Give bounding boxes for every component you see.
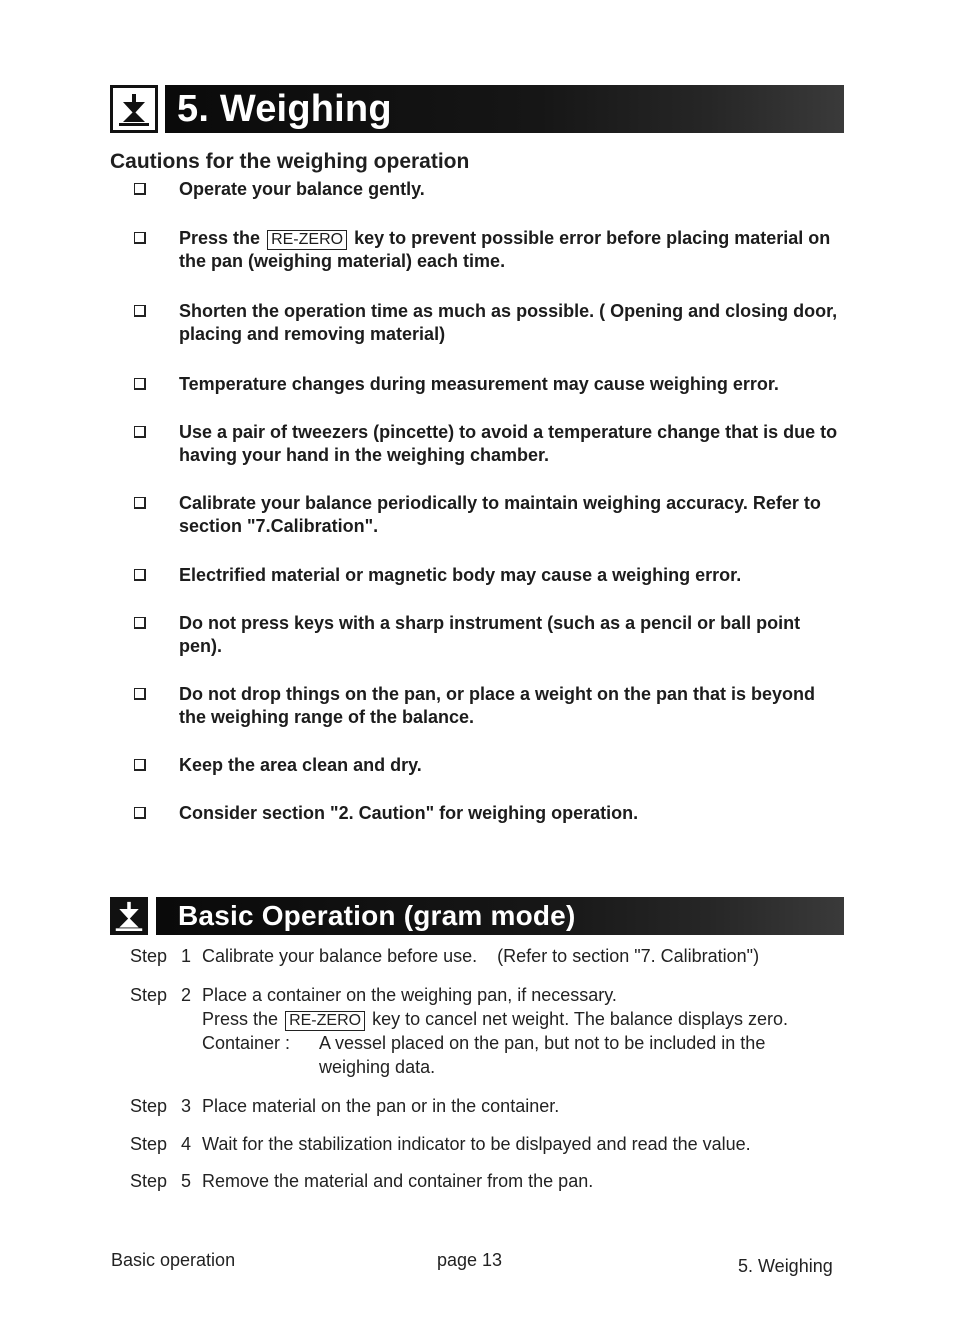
checkbox-bullet-icon bbox=[134, 305, 146, 317]
rezero-key: RE-ZERO bbox=[285, 1011, 365, 1031]
basic-operation-banner bbox=[110, 897, 844, 935]
checkbox-bullet-icon bbox=[134, 497, 146, 509]
footer-right: 5. Weighing bbox=[738, 1256, 833, 1276]
checkbox-bullet-icon bbox=[134, 569, 146, 581]
page-number: page 13 bbox=[437, 1250, 503, 1270]
caution-item: Use a pair of tweezers (pincette) to avoid a temperature change that is due to having your hand in the weighing chamber. bbox=[134, 421, 846, 467]
cautions-heading: Cautions for the weighing operation bbox=[110, 150, 470, 173]
weighing-icon bbox=[110, 897, 148, 935]
step-row: Step 1 Calibrate your balance before use. (Refer to section "7. Calibration") bbox=[130, 946, 760, 966]
caution-item: Operate your balance gently. bbox=[134, 178, 846, 201]
step-row: Step 3 Place material on the pan or in the container. bbox=[130, 1096, 560, 1116]
checkbox-bullet-icon bbox=[134, 807, 146, 819]
footer-left: Basic operation bbox=[111, 1250, 236, 1270]
checkbox-bullet-icon bbox=[134, 759, 146, 771]
caution-item: Calibrate your balance periodically to maintain weighing accuracy. Refer to section "7.Calibration". bbox=[134, 492, 846, 538]
checkbox-bullet-icon bbox=[134, 688, 146, 700]
step-row: Step 2 Place a container on the weighing pan, if necessary. Press the RE-ZERO key to cancel net weight. The balance displays zero. Container : A vessel placed on the pan, but not to be included in the weighing data. bbox=[130, 983, 820, 1079]
checkbox-bullet-icon bbox=[134, 617, 146, 629]
caution-item: Consider section "2. Caution" for weighing operation. bbox=[134, 802, 846, 825]
section-banner bbox=[110, 85, 844, 133]
checkbox-bullet-icon bbox=[134, 183, 146, 195]
container-definition: Container : A vessel placed on the pan, but not to be included in the weighing data. bbox=[202, 1033, 766, 1077]
caution-item-rezero: Press the RE-ZERO key to prevent possible error before placing material on the pan (weighing material) each time. bbox=[134, 227, 846, 273]
rezero-key: RE-ZERO bbox=[267, 230, 347, 250]
section-title: 5. Weighing bbox=[177, 88, 392, 130]
caution-item: Electrified material or magnetic body may cause a weighing error. bbox=[134, 564, 846, 587]
caution-item: Do not drop things on the pan, or place a weight on the pan that is beyond the weighing range of the balance. bbox=[134, 683, 846, 729]
checkbox-bullet-icon bbox=[134, 426, 146, 438]
checkbox-bullet-icon bbox=[134, 232, 146, 244]
step-row: Step 4 Wait for the stabilization indicator to be dislpayed and read the value. bbox=[130, 1134, 751, 1154]
caution-item: Temperature changes during measurement may cause weighing error. bbox=[134, 373, 846, 396]
basic-operation-title: Basic Operation (gram mode) bbox=[178, 900, 576, 931]
basic-operation-title-bar bbox=[156, 897, 844, 935]
section-title-bar bbox=[165, 85, 844, 133]
step-row: Step 5 Remove the material and container from the pan. bbox=[130, 1171, 594, 1191]
weighing-icon bbox=[110, 85, 158, 133]
checkbox-bullet-icon bbox=[134, 378, 146, 390]
caution-item: Do not press keys with a sharp instrument (such as a pencil or ball point pen). bbox=[134, 612, 846, 658]
caution-item: Shorten the operation time as much as possible. ( Opening and closing door, placing and removing material) bbox=[134, 300, 846, 346]
caution-item: Keep the area clean and dry. bbox=[134, 754, 846, 777]
